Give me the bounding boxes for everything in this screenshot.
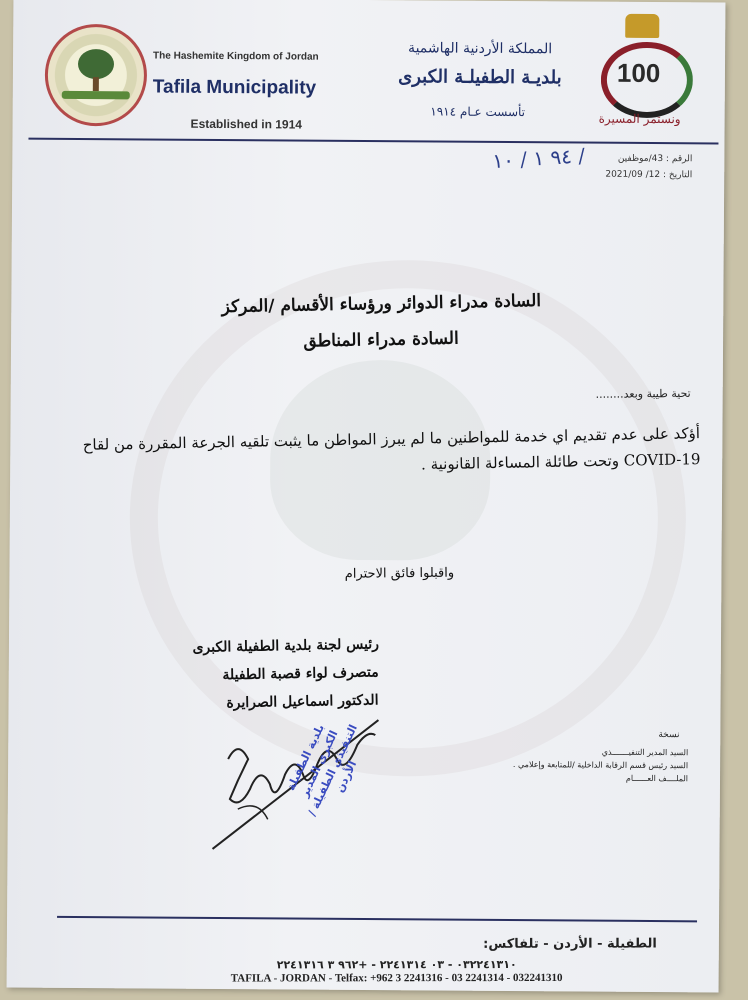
addressee-line-1: السادة مدراء الدوائر ورؤساء الأقسام /المركز: [221, 291, 542, 318]
seal-banner: [62, 91, 130, 99]
footer-address-ar: الطفيلة - الأردن - تلفاكس:: [483, 936, 657, 952]
centennial-logo: [595, 8, 696, 109]
municipality-seal-logo: [45, 24, 148, 127]
header-divider: [28, 138, 718, 145]
closing-line: واقبلوا فائق الاحترام: [344, 565, 455, 582]
reference-number: الرقم : 43/موظفين: [617, 153, 693, 165]
copies-label: نسخة: [658, 730, 680, 741]
centennial-number: 100: [616, 57, 661, 89]
signatory-name: الدكتور اسماعيل الصرايرة: [226, 692, 379, 712]
copy-item: السيد المدير التنفيـــــــذي: [601, 747, 689, 758]
copy-item: السيد رئيس قسم الرقابة الداخلية /للمتابعة وإعلامي .: [512, 760, 689, 771]
footer-address-en: TAFILA - JORDAN - Telfax: +962 3 2241316 - 03 2241314 - 032241310: [230, 971, 563, 985]
copy-item: الملــــف العــــــام: [625, 773, 689, 784]
official-stamp: بلدية الطفيلة الكبرى المدير التنفيذي الطفيلة / الأردن: [284, 722, 360, 819]
footer-divider: [57, 916, 697, 922]
tree-icon: [78, 49, 114, 79]
copies-list: [418, 746, 688, 787]
established-ar: تأسست عـام ١٩١٤: [430, 104, 526, 120]
greeting: تحية طيبة وبعد........: [595, 386, 691, 401]
addressee-line-2: السادة مدراء المناطق: [303, 328, 459, 352]
letter-page: [7, 0, 726, 992]
handwritten-reference: ٩٤ ١ / ١٠ /: [491, 143, 586, 174]
footer-phones-ar: ٠٣٢٢٤١٣١٠ - ٠٣ ٢٢٤١٣١٤ - +٩٦٢ ٣ ٢٢٤١٣١٦: [276, 958, 517, 972]
signatory-title-2: متصرف لواء قصبة الطفيلة: [222, 664, 379, 684]
signatory-title-1: رئيس لجنة بلدية الطفيلة الكبرى: [192, 636, 380, 657]
reference-date: التاريخ : 12/ 2021/09: [605, 169, 693, 181]
kingdom-name-ar: المملكة الأردنية الهاشمية: [408, 40, 553, 58]
established-en: Established in 1914: [190, 116, 303, 132]
municipality-name-ar: بلديـة الطفيلـة الكبرى: [398, 66, 562, 89]
kingdom-name-en: The Hashemite Kingdom of Jordan: [153, 50, 319, 63]
municipality-name-en: Tafila Municipality: [152, 76, 317, 99]
tree-trunk: [93, 77, 99, 91]
letter-body: أؤكد على عدم تقديم اي خدمة للمواطنين ما لم يبرز المواطن ما يثبت تلقيه الجرعة المقررة من لقاح COVID-19 وتحت طائلة المساءلة القانونية .: [82, 424, 701, 474]
crown-icon: [625, 14, 659, 38]
centennial-tagline: ونستمر المسيرة: [598, 111, 681, 127]
